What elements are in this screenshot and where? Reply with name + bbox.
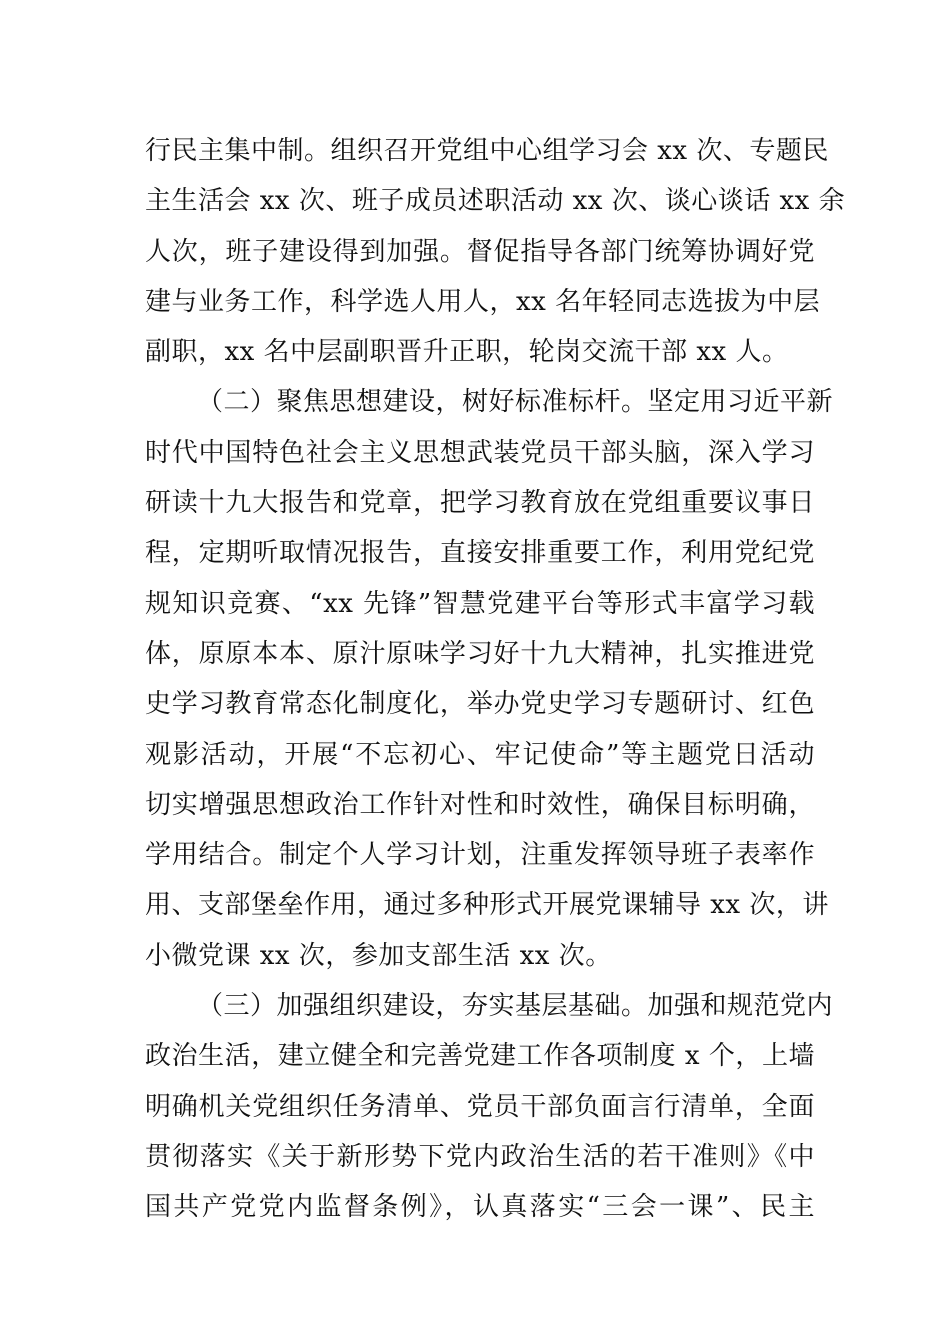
body-text-line: 程，定期听取情况报告，直接安排重要工作，利用党纪党 [145,538,815,569]
body-text-line: 明确机关党组织任务清单、党员干部负面言行清单，全面 [145,1091,815,1122]
section-heading-line: （二）聚焦思想建设，树好标准标杆。坚定用习近平新 [197,387,834,418]
body-text-line: 贯彻落实《关于新形势下党内政治生活的若干准则》《中 [145,1141,815,1172]
body-text-line: 规知识竞赛、“xx 先锋”智慧党建平台等形式丰富学习载 [145,588,815,619]
body-text-line: 体，原原本本、原汁原味学习好十九大精神，扎实推进党 [145,638,815,669]
body-text-line: 政治生活，建立健全和完善党建工作各项制度 x 个，上墙 [145,1041,815,1072]
body-text-line: 建与业务工作，科学选人用人，xx 名年轻同志选拔为中层 [145,286,821,317]
body-text-line: 切实增强思想政治工作针对性和时效性，确保目标明确， [145,789,815,820]
body-text-line: 学用结合。制定个人学习计划，注重发挥领导班子表率作 [145,840,815,871]
body-text-line: 副职，xx 名中层副职晋升正职，轮岗交流干部 xx 人。 [145,337,789,368]
body-text-line: 人次，班子建设得到加强。督促指导各部门统筹协调好党 [145,236,815,267]
body-text-line: 观影活动，开展“不忘初心、牢记使命”等主题党日活动 [145,739,815,770]
body-text-line: 研读十九大报告和党章，把学习教育放在党组重要议事日 [145,488,815,519]
body-text-line: 时代中国特色社会主义思想武装党员干部头脑，深入学习 [145,437,815,468]
document-body [145,126,846,1233]
body-text-line: 行民主集中制。组织召开党组中心组学习会 xx 次、专题民 [145,136,829,166]
body-text-line: 国共产党党内监督条例》，认真落实“三会一课”、民主 [145,1192,815,1223]
body-text-line: 主生活会 xx 次、班子成员述职活动 xx 次、谈心谈话 xx 余 [145,186,846,217]
body-text-line: 小微党课 xx 次，参加支部生活 xx 次。 [145,940,612,971]
section-heading-line: （三）加强组织建设，夯实基层基础。加强和规范党内 [197,991,834,1022]
body-text-line: 用、支部堡垒作用，通过多种形式开展党课辅导 xx 次，讲 [145,890,829,921]
body-text-line: 史学习教育常态化制度化，举办党史学习专题研讨、红色 [145,689,815,720]
